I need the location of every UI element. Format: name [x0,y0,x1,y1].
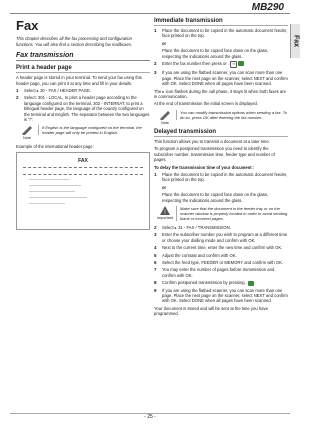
fax-line [29,179,69,180]
subsection-title-delayed: Delayed transmission [154,129,288,137]
step: 1 Place the document to be copied in the automatic document feeder, face printed on the top. [154,171,288,183]
important-box [154,206,288,221]
page-title: Fax [16,18,39,33]
note-text: If English is the language configured on the terminal, the header page will only be printed in English. [38,125,150,135]
fax-line [29,185,81,186]
note-icon: Note [16,125,38,140]
header-model: MB290 [251,2,284,13]
header-page-para: A header page is stored in your terminal. To send your fax using this header page, you can print it at any time and fill in your details. [16,75,142,86]
fax-example-header [23,167,143,175]
page-number: - 25 - [144,414,156,420]
svg-text:!: ! [164,209,166,215]
important-text: Make sure that the document in the feeder tray or on the scanner window is properly located in order to avoid sending blank or incorrect pages. [176,206,288,221]
intro-text: This chapter describes all the fax processing and configuration functions. You will also find a section describing fax mailboxes. [16,36,133,47]
left-column [16,18,150,230]
note-icon: Note [154,110,176,125]
note-text: You can modify transmission options when sending a fax. To do so, press OK after entering the fax number. [176,110,288,120]
delayed-para-2: To program a postponed transmission you need to identify the subscriber number, transmission time, feeder type and number of pages. [154,146,275,163]
header-rule [10,13,290,14]
step: Place the document to be copied face down on the glass, respecting the indications around the glass. [162,48,269,59]
send-key-icon: ⇒ [230,61,237,68]
side-tab-label: Fax [292,34,299,48]
start-button-icon [238,61,244,66]
step: 1 Select ▸ 30 - FAX / HEADER PAGE. [16,88,91,93]
note-box [154,110,288,125]
step: 3 If you are using the flatbed scanner, you can scan more than one page. Place the next page on the scanner, select NEXT and confirm with OK. Select DONE when all pages have been scanned. [154,70,288,87]
step: 3 Enter the subscriber number you wish to program at a different time or choose your dialling mode and confirm with OK. [154,232,288,243]
call-phase-para: The ▸ icon flashes during the call phase, it stays lit when both faxes are in communication. [154,88,286,100]
end-transmission-para: At the end of transmission the initial screen is displayed. [154,101,259,107]
step: 4 Next to the current time, enter the new time and confirm with OK. [154,245,283,251]
step: 9 If you are using the flatbed scanner, you can scan more than one page. Place the next page on the scanner, select NEXT and confirm with OK. Select DONE when all pages have been scanned. [154,287,288,304]
header-page-example-image [16,152,150,230]
step: 8 Confirm postponed transmission by pressing . [154,280,288,285]
warning-icon: ! Important [154,206,176,220]
delayed-para-1: This function allows you to transmit a document at a later time. [154,138,270,144]
subsection-title-header-page: Print a header page [16,65,150,73]
start-button-icon [248,281,254,286]
fax-example-title: FAX [78,157,88,164]
step: 7 You may enter the number of pages before transmission and confirm with OK. [154,267,275,278]
step: or [162,184,167,190]
fax-line [29,197,87,198]
step: 2 Enter the fax number then press or . ⇒ [154,61,288,68]
example-caption: Example of the international header page: [16,144,94,150]
step: 5 Adjust the contrast and confirm with OK. [154,252,237,258]
right-column [154,18,288,319]
section-title: Fax transmission [16,52,150,61]
step: Place the document to be copied face down on the glass, respecting the indications around the glass. [162,192,269,203]
subsection-title-immediate: Immediate transmission [154,18,288,26]
note-box [16,125,150,140]
fax-line [29,191,75,192]
delayed-procedure-heading: To delay the transmission time of your document : [154,164,255,170]
step: or [162,40,167,46]
step: 6 Select the feed type, FEEDER or MEMORY and confirm with OK. [154,259,284,265]
side-tab [290,24,300,58]
step: 2 Select: 301 - LOCAL, to print a header page according to the language configured on the terminal, 302 - INTERNAT, to print a bilingual header page, the language of the country configured on the terminal and English. The separator between the two languages is "/". [16,95,150,123]
step: 1 Place the document to be copied in the automatic document feeder, face printed on the top. [154,28,288,39]
closing-para: Your document is stored and will be sent at the time you have programmed. [154,305,268,317]
step: 2 Select ▸ 31 - FAX / TRANSMISSION. [154,224,231,230]
fax-line [29,203,65,204]
